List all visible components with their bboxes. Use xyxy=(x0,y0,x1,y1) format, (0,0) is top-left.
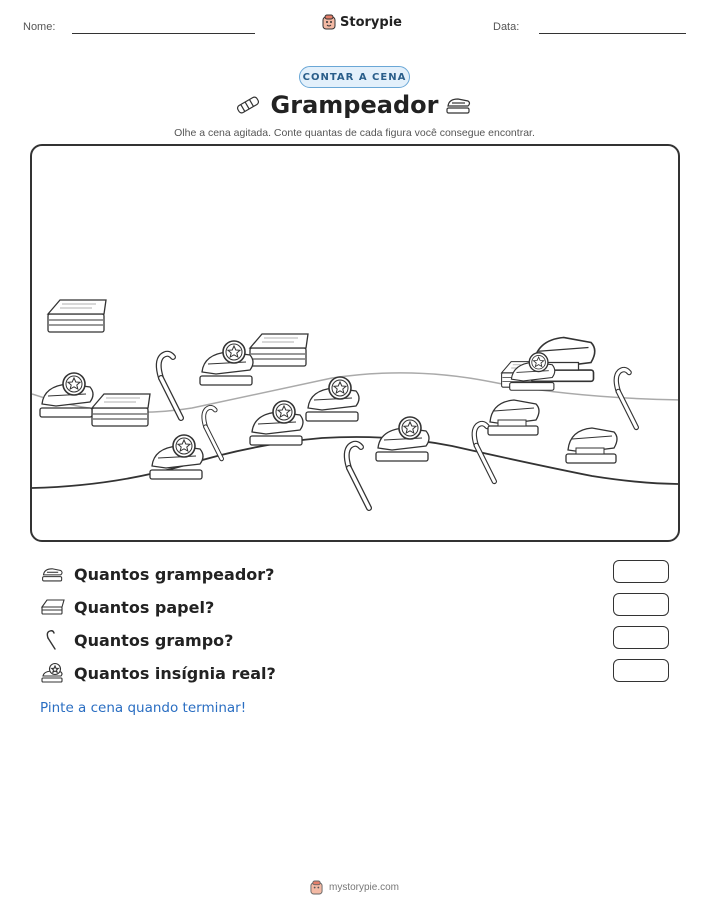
scene-panel xyxy=(30,144,680,542)
answer-box-badge[interactable] xyxy=(613,659,669,682)
badge-stapler-item[interactable] xyxy=(200,341,253,385)
staple-icon xyxy=(40,629,66,651)
answer-box-paper[interactable] xyxy=(613,593,669,616)
paper-item[interactable] xyxy=(250,334,308,366)
page-title: Grampeador xyxy=(270,91,439,119)
date-label: Data: xyxy=(493,21,520,33)
scene-drawing xyxy=(32,146,680,542)
question-row-paper xyxy=(40,594,214,620)
instructions: Olhe a cena agitada. Conte quantas de cada figura você consegue encontrar. xyxy=(174,127,535,139)
stapler-item[interactable] xyxy=(488,400,539,435)
badge-stapler-item[interactable] xyxy=(306,377,359,421)
question-text: Quantos insígnia real? xyxy=(74,663,276,683)
name-label: Nome: xyxy=(23,21,56,33)
color-instruction: Pinte a cena quando terminar! xyxy=(40,700,247,716)
question-text: Quantos papel? xyxy=(74,597,215,617)
question-text: Quantos grampeador? xyxy=(74,564,275,584)
paper-item[interactable] xyxy=(92,394,150,426)
paper-stack-icon xyxy=(40,597,66,617)
brand-name: Storypie xyxy=(340,14,402,30)
activity-badge: CONTAR A CENA xyxy=(299,66,410,88)
paper-item[interactable] xyxy=(48,300,106,332)
badge-stapler-item[interactable] xyxy=(40,373,93,417)
stapler-item[interactable] xyxy=(566,428,617,463)
storypie-mascot-icon xyxy=(310,880,323,895)
stapler-title-icon xyxy=(444,94,474,116)
date-line[interactable] xyxy=(539,33,686,34)
question-row-stapler xyxy=(40,561,274,587)
badge-stapler-item[interactable] xyxy=(250,401,303,445)
name-line[interactable] xyxy=(72,33,255,34)
storypie-mascot-icon xyxy=(322,14,336,30)
badge-stapler-item[interactable] xyxy=(376,417,429,461)
badge-stapler-item[interactable] xyxy=(150,435,203,479)
stapler-icon xyxy=(40,564,66,584)
question-row-badge xyxy=(40,660,276,686)
royal-badge-icon xyxy=(40,662,66,684)
question-row-staple xyxy=(40,627,233,653)
staple-item[interactable] xyxy=(347,444,369,508)
answer-box-stapler[interactable] xyxy=(613,560,669,583)
brand-logo xyxy=(322,14,402,30)
footer xyxy=(0,880,709,895)
question-text: Quantos grampo? xyxy=(74,630,234,650)
staple-item[interactable] xyxy=(204,407,222,458)
staple-item[interactable] xyxy=(159,354,181,418)
footer-site[interactable]: mystorypie.com xyxy=(328,882,399,893)
answer-box-staple[interactable] xyxy=(613,626,669,649)
